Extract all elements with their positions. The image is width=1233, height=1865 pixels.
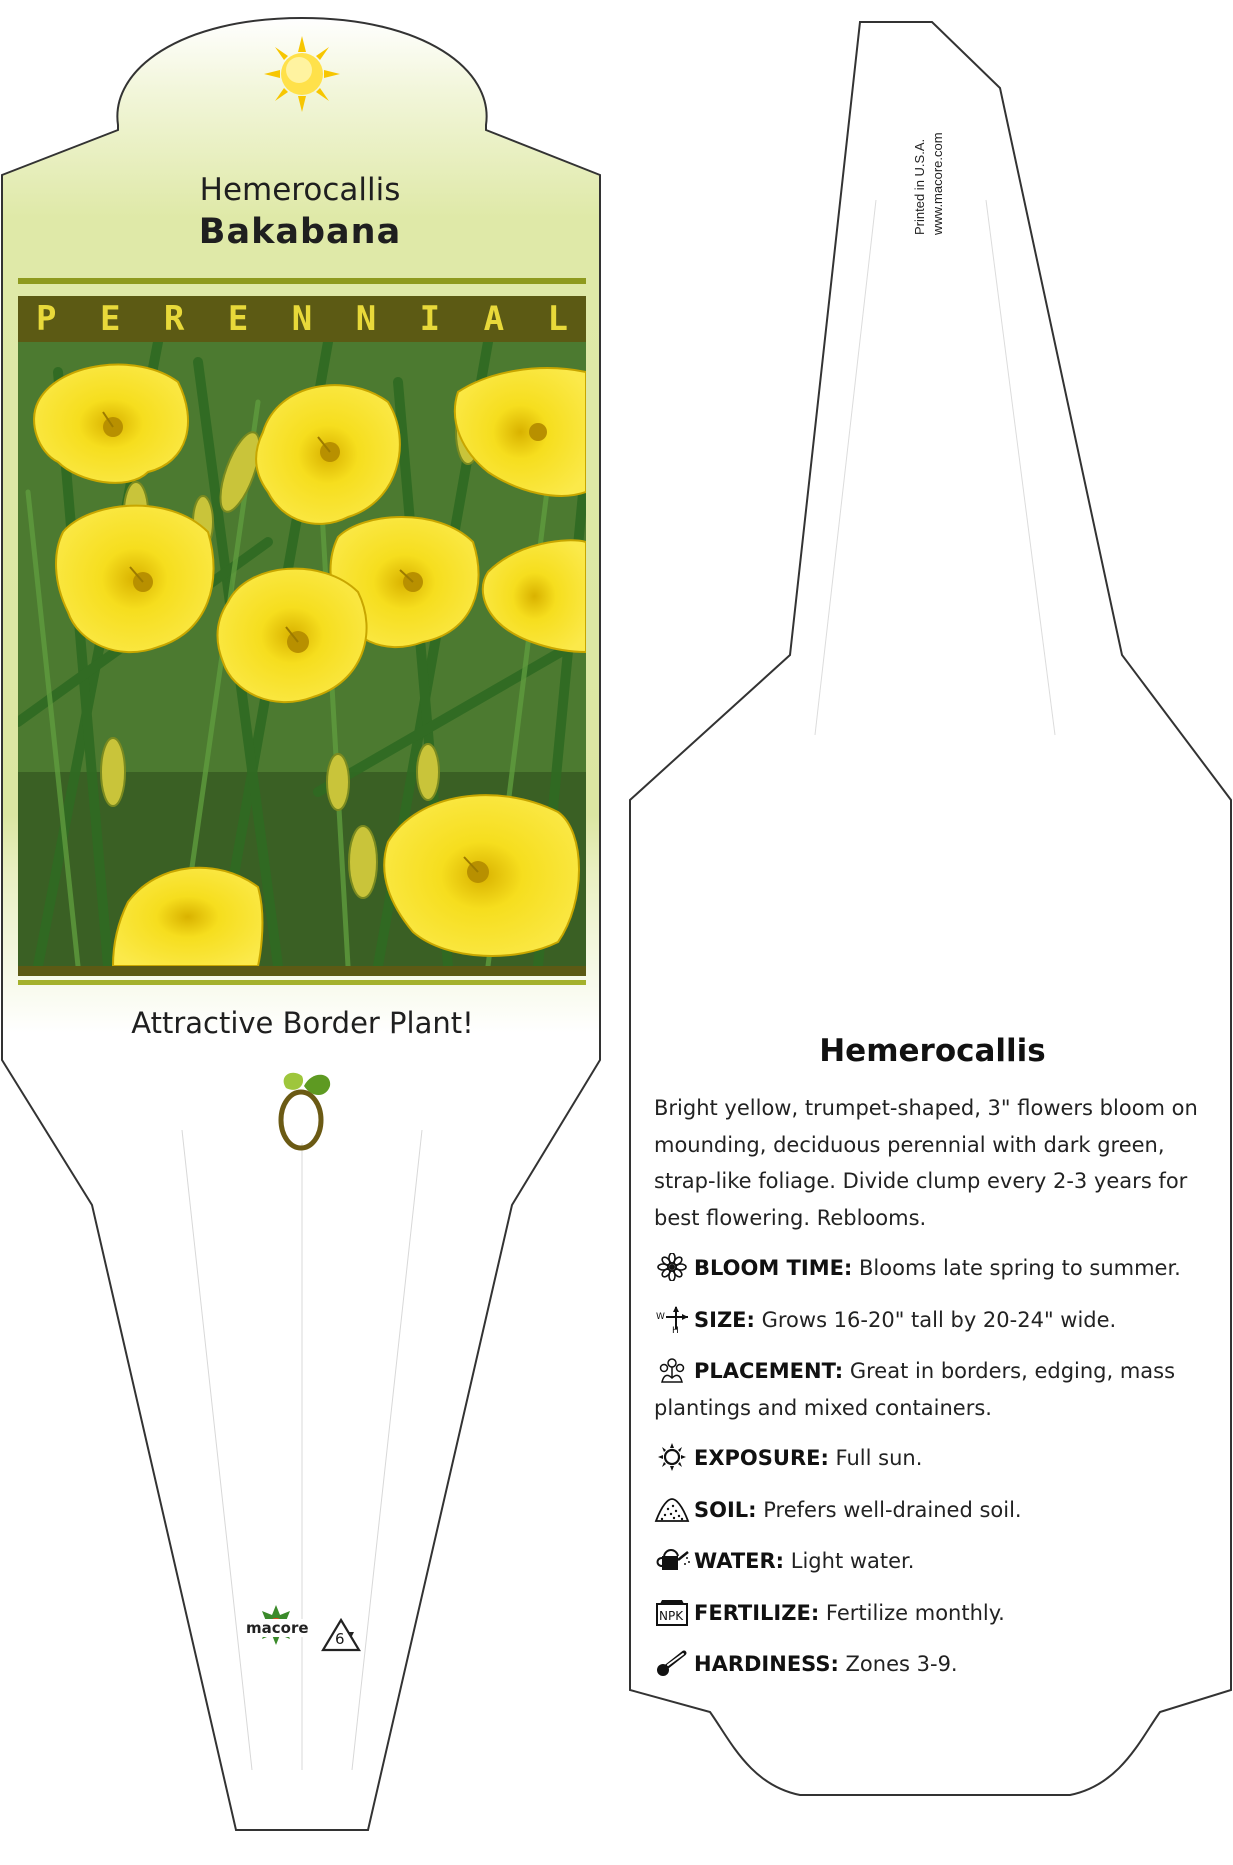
care-item-fertilize	[654, 1595, 1210, 1632]
category-letter: I	[419, 299, 441, 339]
plant-description: Bright yellow, trumpet-shaped, 3" flowers bloom on mounding, deciduous perennial with dark green, strap-like foliage. Divide clump every 2-3 years for best flowering. Reblooms.	[654, 1096, 1198, 1230]
recycle-code: 6	[335, 1630, 345, 1648]
size-h-label: H	[672, 1326, 679, 1333]
care-label: SIZE:	[694, 1308, 755, 1332]
soil-pile-icon	[654, 1495, 690, 1523]
care-item-size	[654, 1302, 1210, 1339]
back-tag-outline	[630, 22, 1231, 1795]
care-label: FERTILIZE:	[694, 1601, 820, 1625]
printed-info	[912, 95, 952, 245]
care-text: Grows 16-20" tall by 20-24" wide.	[754, 1308, 1117, 1332]
care-label: EXPOSURE:	[694, 1446, 829, 1470]
care-text: Light water.	[784, 1549, 915, 1573]
care-label: PLACEMENT:	[694, 1359, 844, 1383]
npk-fertilizer-icon	[654, 1598, 690, 1626]
care-item-hardiness	[654, 1646, 1210, 1683]
care-text: Great in borders, edging, mass plantings and mixed containers.	[654, 1359, 1176, 1420]
printed-in-text: Printed in U.S.A.	[912, 138, 927, 235]
category-letter: N	[355, 299, 377, 339]
care-text: Prefers well-drained soil.	[756, 1498, 1022, 1522]
category-letter: L	[547, 299, 568, 339]
maker-logo	[244, 1605, 308, 1650]
care-label: BLOOM TIME:	[694, 1256, 853, 1280]
care-label: SOIL:	[694, 1498, 757, 1522]
recycle-symbol	[321, 1618, 361, 1657]
watering-can-icon	[654, 1546, 690, 1574]
front-cultivar-name: Bakabana	[198, 212, 402, 252]
plant-photo	[18, 342, 586, 966]
front-genus-name: Hemerocallis	[199, 172, 401, 208]
care-item-water	[654, 1543, 1210, 1580]
care-text: Fertilize monthly.	[819, 1601, 1005, 1625]
care-text: Zones 3-9.	[838, 1652, 958, 1676]
care-item-exposure	[654, 1440, 1210, 1477]
front-tagline: Attractive Border Plant!	[131, 1006, 474, 1040]
care-label: HARDINESS:	[694, 1652, 839, 1676]
category-banner-text	[18, 298, 586, 340]
care-label: WATER:	[694, 1549, 785, 1573]
seed-leaf-logo-icon	[268, 1068, 338, 1153]
npk-label: NPK	[659, 1609, 684, 1623]
care-item-bloom-time	[654, 1250, 1210, 1287]
flower-icon	[654, 1253, 690, 1281]
sun-icon	[654, 1443, 690, 1471]
sun-logo-icon	[262, 34, 342, 114]
back-title: Hemerocallis	[819, 1033, 1046, 1069]
care-item-soil	[654, 1492, 1210, 1529]
placement-plants-icon	[654, 1356, 690, 1384]
category-letter: P	[36, 299, 57, 339]
care-text: Full sun.	[828, 1446, 923, 1470]
category-letter: R	[163, 299, 185, 339]
category-letter: E	[99, 299, 121, 339]
size-w-label: W	[656, 1312, 665, 1322]
thermometer-icon	[654, 1649, 690, 1677]
category-letter: N	[291, 299, 313, 339]
website-text: www.macore.com	[930, 132, 945, 235]
size-arrows-icon	[654, 1305, 690, 1333]
care-item-placement	[654, 1353, 1210, 1426]
care-text: Blooms late spring to summer.	[852, 1256, 1181, 1280]
maker-name: macore	[246, 1619, 309, 1637]
category-letter: E	[227, 299, 249, 339]
category-letter: A	[483, 299, 505, 339]
